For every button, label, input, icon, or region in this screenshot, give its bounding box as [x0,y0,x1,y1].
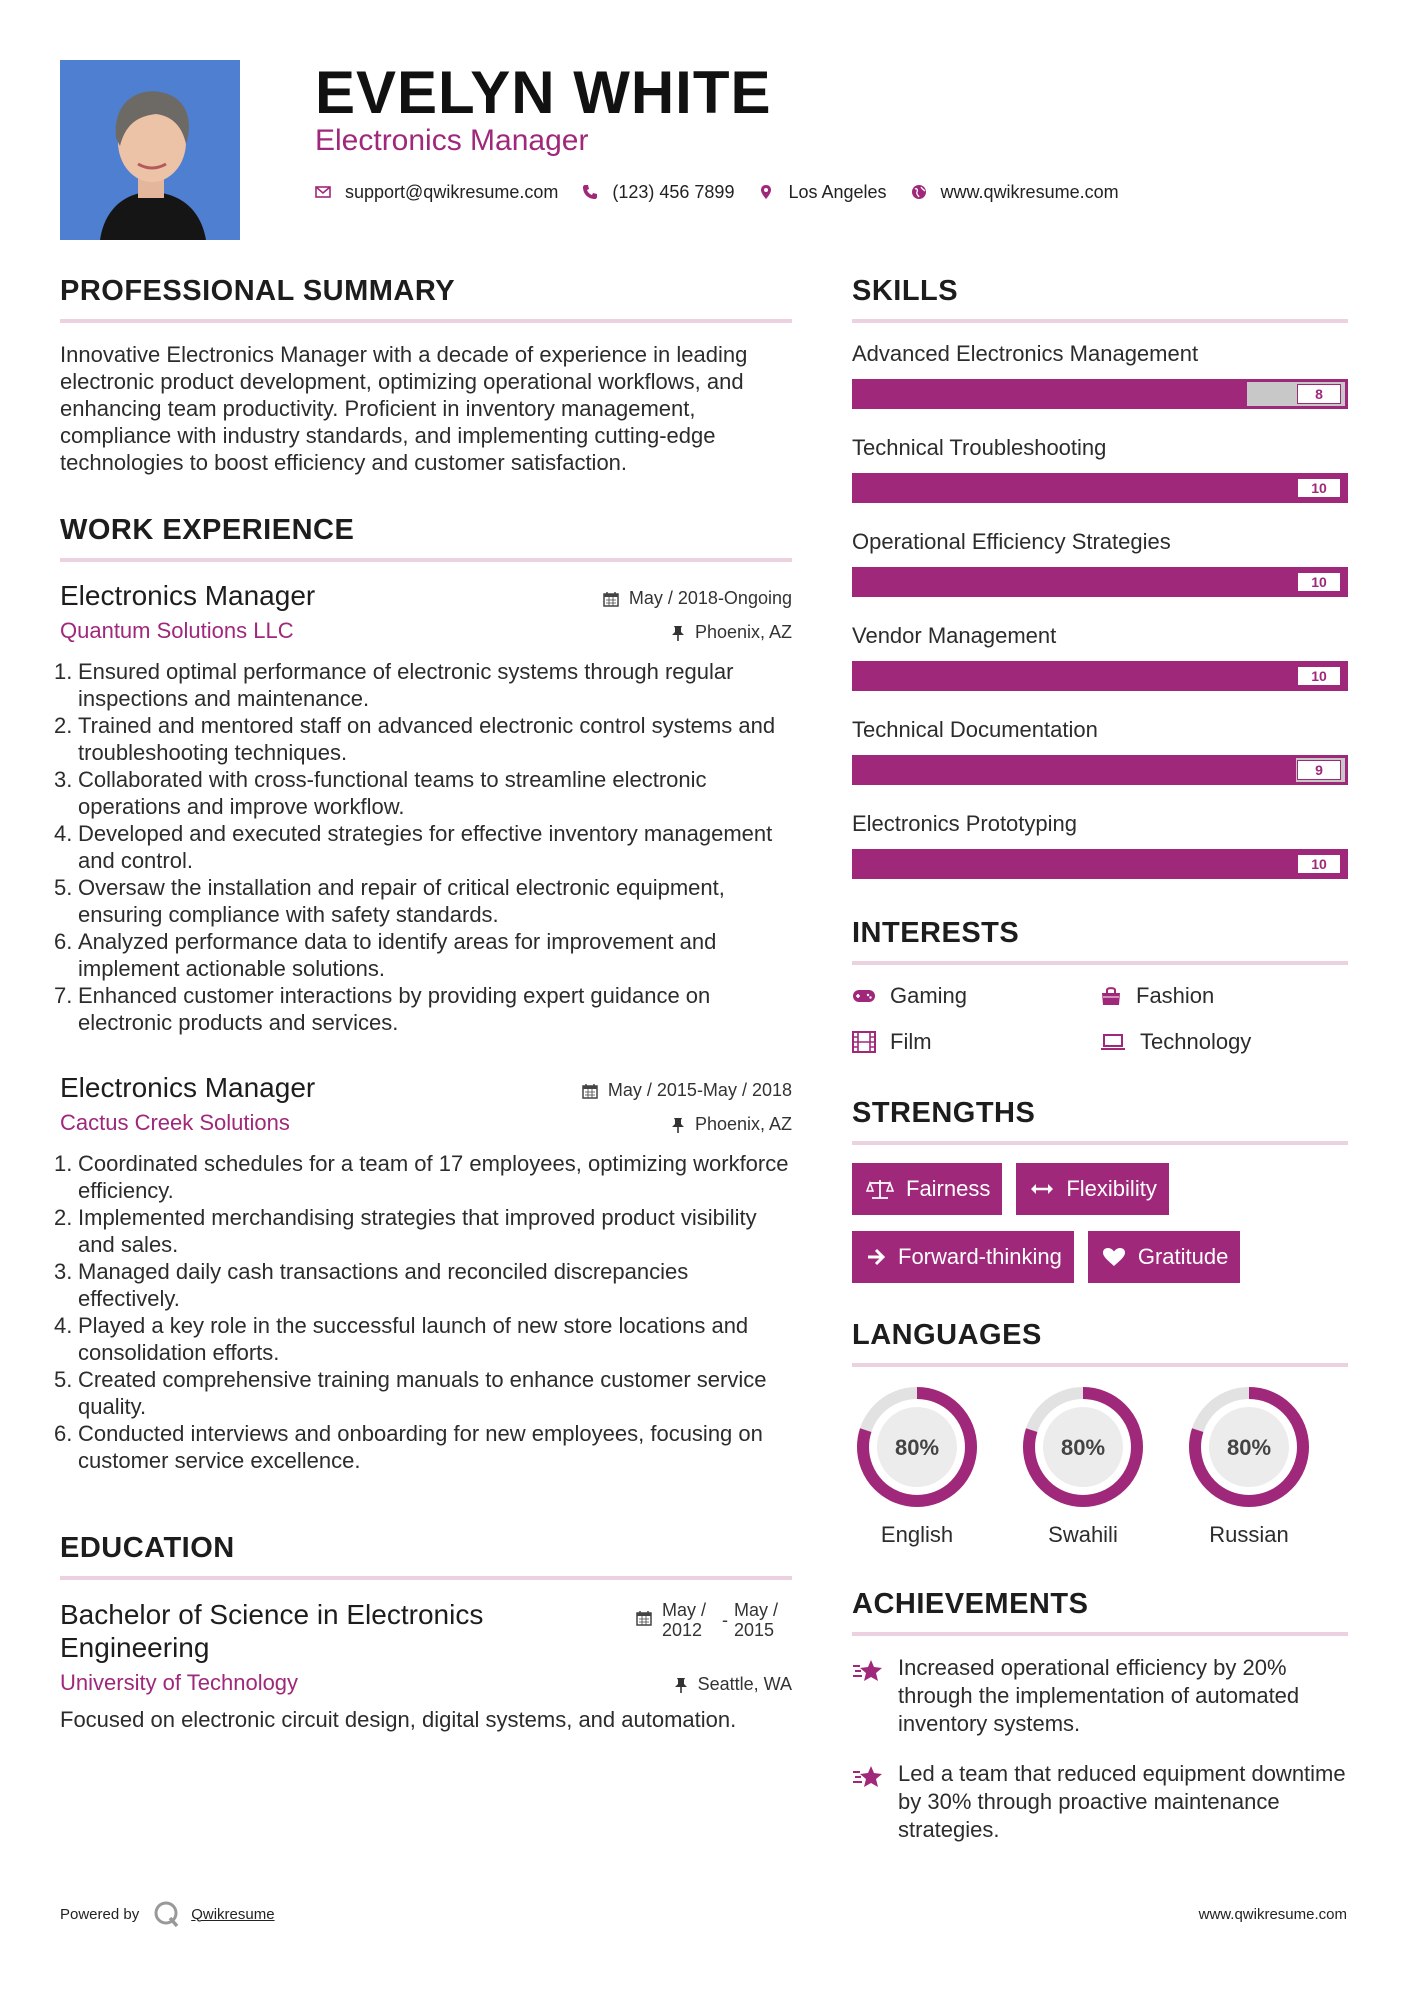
pushpin-icon [671,625,685,641]
job-company: Quantum Solutions LLC [60,618,294,643]
section-divider [852,319,1348,323]
skill-bar [852,661,1348,691]
footer [60,1900,1347,1928]
language-ring [1021,1385,1145,1509]
skill-bar-fill [855,852,1345,876]
language-ring [855,1385,979,1509]
skill-level: 10 [1297,572,1341,592]
experience-heading: WORK EXPERIENCE [60,514,355,546]
skill-name: Operational Efficiency Strategies [852,529,1171,554]
skill-name: Advanced Electronics Management [852,341,1199,366]
scale-icon [866,1178,894,1200]
calendar-icon [582,1083,598,1099]
contact-bar [315,180,1143,204]
education-entry: Bachelor of Science in Electronics Engineering May / 2012 - May / 2015 University of Technology Seattle, WA Focused on electronic circuit design, digital systems, and automation. [60,1599,792,1732]
strengths-heading: STRENGTHS [852,1097,1036,1129]
achievements-heading: ACHIEVEMENTS [852,1588,1089,1620]
skill-level: 9 [1297,760,1341,780]
interest-item: Film [852,1029,1100,1055]
profile-photo [60,60,240,240]
contact-location: Los Angeles [788,181,887,202]
language-item [1018,1385,1148,1548]
job-company: Cactus Creek Solutions [60,1110,290,1135]
languages-heading: LANGUAGES [852,1319,1042,1351]
strengths-list [852,1163,1348,1283]
education-description: Focused on electronic circuit design, digital systems, and automation. [60,1707,737,1732]
list-item: 2. Trained and mentored staff on advanced electronic control systems and troubleshooting techniques. [54,713,776,765]
job-dates: May / 2015-May / 2018 [607,1080,792,1100]
skill-level: 10 [1297,478,1341,498]
interest-item: Fashion [1100,983,1348,1009]
qwikresume-logo-icon [153,1900,181,1928]
list-item: 2. Implemented merchandising strategies that improved product visibility and sales. [54,1205,757,1257]
skill-item [852,341,1348,409]
skill-bar-fill [855,382,1247,406]
star-trophy-icon [852,1764,884,1790]
section-divider [60,558,792,562]
skill-bar [852,379,1348,409]
contact-phone[interactable]: (123) 456 7899 [612,181,735,202]
skill-bar-fill [855,664,1345,688]
list-item: 5. Oversaw the installation and repair of critical electronic equipment, ensuring compliance with safety standards. [54,875,725,927]
pushpin-icon [674,1677,688,1693]
calendar-icon [603,591,619,607]
job-location: Phoenix, AZ [694,1114,792,1134]
skill-bar [852,849,1348,879]
summary-heading: PROFESSIONAL SUMMARY [60,275,456,307]
star-trophy-icon [852,1658,884,1684]
language-percent: 80% [1060,1435,1106,1460]
skill-bar-fill [855,570,1345,594]
skill-item [852,811,1348,879]
brand-link[interactable]: Qwikresume [191,1905,275,1923]
skill-item [852,529,1348,597]
contact-website[interactable]: www.qwikresume.com [940,181,1119,202]
list-item: 4. Developed and executed strategies for effective inventory management and control. [54,821,773,873]
skill-level: 10 [1297,854,1341,874]
list-item: 6. Analyzed performance data to identify areas for improvement and implement actionable solutions. [54,929,717,981]
job-entry [54,580,792,1036]
school-name: University of Technology [60,1670,299,1695]
summary-text: Innovative Electronics Manager with a decade of experience in leading electronic product development, optimizing operational workflows, and enhancing team productivity. Proficient in inventory management, compliance with industry standards, and implementing cutting-edge technologies to boost efficiency and customer satisfaction. [60,342,748,475]
skills-heading: SKILLS [852,275,959,307]
footer-website[interactable]: www.qwikresume.com [1198,1905,1347,1923]
skill-name: Electronics Prototyping [852,811,1077,836]
education-location: Seattle, WA [697,1674,792,1694]
list-item: 1. Coordinated schedules for a team of 17 employees, optimizing workforce efficiency. [54,1151,789,1203]
education-end: May / 2015 [734,1600,779,1640]
list-item: 1. Ensured optimal performance of electronic systems through regular inspections and maintenance. [54,659,734,711]
candidate-title: Electronics Manager [315,124,589,157]
language-ring [1187,1385,1311,1509]
job-entry [54,1072,792,1474]
list-item: 7. Enhanced customer interactions by providing expert guidance on electronic products and services. [54,983,711,1035]
achievement-item: Increased operational efficiency by 20% through the implementation of automated inventory systems. [852,1654,1348,1738]
interests-list [852,983,1348,1055]
skill-bar-fill [855,758,1296,782]
skill-level: 10 [1297,666,1341,686]
interest-item: Technology [1100,1029,1348,1055]
list-item: 5. Created comprehensive training manuals to enhance customer service quality. [54,1367,767,1419]
job-title: Electronics Manager [60,1072,316,1103]
skill-item [852,717,1348,785]
shopping-bag-icon [1100,985,1122,1007]
skill-item [852,623,1348,691]
arrows-horizontal-icon [1030,1182,1054,1196]
skill-name: Technical Troubleshooting [852,435,1107,460]
pushpin-icon [671,1117,685,1133]
phone-icon [582,184,598,200]
section-divider [852,1363,1348,1367]
language-percent: 80% [1226,1435,1272,1460]
language-item [852,1385,982,1548]
right-column [852,275,1348,1866]
section-divider [852,961,1348,965]
languages-list [852,1385,1348,1548]
job-bullets [54,1150,792,1474]
skill-name: Technical Documentation [852,717,1098,742]
list-item: 6. Conducted interviews and onboarding for new employees, focusing on customer service excellence. [54,1421,763,1473]
powered-by-text: Powered by [60,1905,140,1923]
skill-name: Vendor Management [852,623,1057,648]
skill-bar-fill [855,476,1345,500]
candidate-name: EVELYN WHITE [315,59,772,126]
strength-chip: Fairness [852,1163,1002,1215]
achievement-item: Led a team that reduced equipment downtime by 30% through proactive maintenance strategies. [852,1760,1348,1844]
skill-bar [852,473,1348,503]
section-divider [852,1141,1348,1145]
strength-chip: Flexibility [1016,1163,1168,1215]
language-item [1184,1385,1314,1548]
strength-chip: Gratitude [1088,1231,1241,1283]
skill-bar [852,755,1348,785]
job-title: Electronics Manager [60,580,316,611]
location-pin-icon [758,184,774,200]
skill-item [852,435,1348,503]
education-heading: EDUCATION [60,1532,235,1564]
section-divider [60,1576,792,1580]
arrow-right-icon [866,1248,886,1266]
left-column [54,275,792,1733]
list-item: 3. Managed daily cash transactions and reconciled discrepancies effectively. [54,1259,689,1311]
degree-title: Bachelor of Science in Electronics Engineering [60,1599,484,1663]
list-item: 3. Collaborated with cross-functional teams to streamline electronic operations and improve workflow. [54,767,707,819]
interests-heading: INTERESTS [852,917,1020,949]
contact-email[interactable]: support@qwikresume.com [345,181,559,202]
language-percent: 80% [894,1435,940,1460]
list-item: 4. Played a key role in the successful launch of new store locations and consolidation efforts. [54,1313,749,1365]
globe-icon [911,184,927,200]
language-name: English [880,1522,954,1547]
film-icon [852,1031,876,1053]
skill-bar [852,567,1348,597]
language-name: Russian [1209,1522,1289,1547]
section-divider [60,319,792,323]
email-icon [315,184,331,200]
job-dates: May / 2018-Ongoing [628,588,792,608]
language-name: Swahili [1048,1522,1118,1547]
calendar-icon [636,1610,652,1626]
powered-by [60,1900,275,1928]
skills-list [852,341,1348,879]
laptop-icon [1100,1033,1126,1051]
gamepad-icon [852,988,876,1004]
education-start: May / 2012 [662,1600,707,1640]
interest-item: Gaming [852,983,1100,1009]
skill-level: 8 [1297,384,1341,404]
heart-icon [1102,1247,1126,1267]
section-divider [852,1632,1348,1636]
job-bullets [54,658,792,1036]
strength-chip: Forward-thinking [852,1231,1074,1283]
job-location: Phoenix, AZ [694,622,792,642]
